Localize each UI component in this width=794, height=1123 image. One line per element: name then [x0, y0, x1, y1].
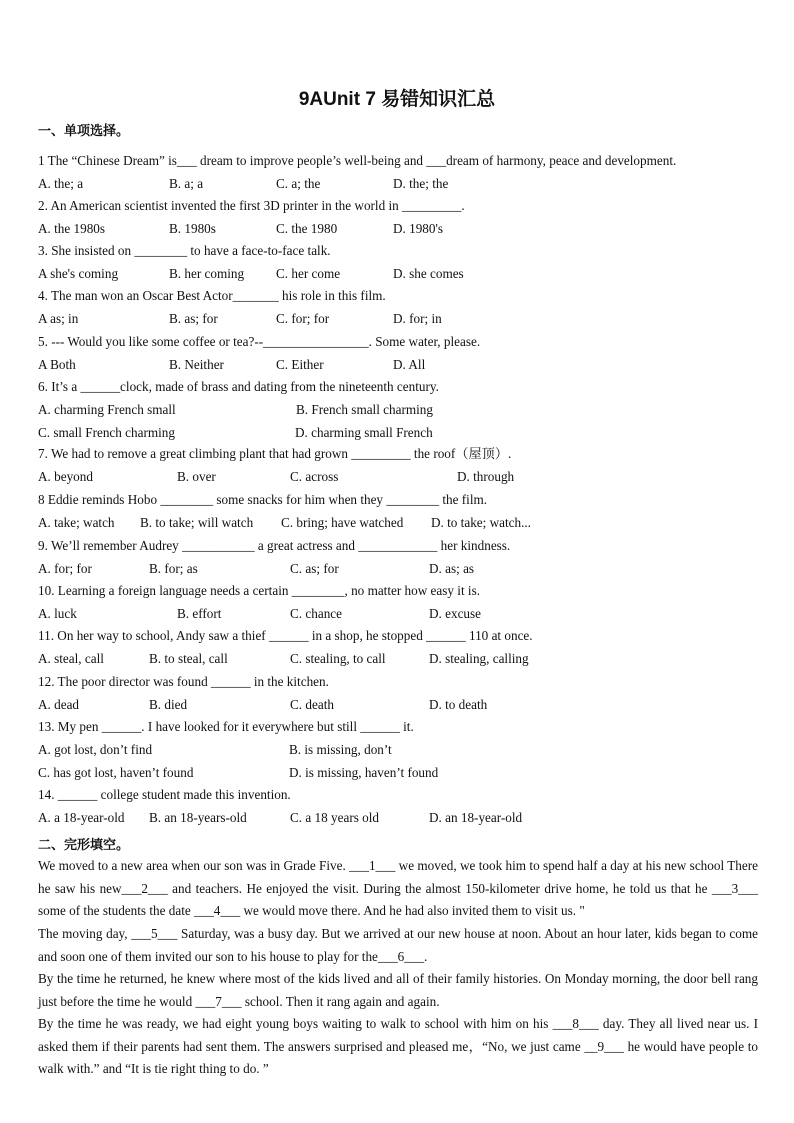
answer-option: D. to death: [429, 697, 488, 712]
option-row: [38, 697, 758, 713]
answer-option: B. as; for: [169, 311, 218, 326]
answer-option: B. French small charming: [296, 402, 433, 417]
question-stem: 2. An American scientist invented the first 3D printer in the world in _________.: [38, 198, 465, 213]
cloze-paragraph: We moved to a new area when our son was in Grade Five. ___1___ we moved, we took him to spend half a day at his new school There he saw his new___2___ and teachers. He enjoyed the visit. During the almost 150-kilometer drive home, he told us that he ___3___ some of the students the date ___4___ we would move there. And he had also invited them to visit us. ": [38, 858, 758, 919]
answer-option: D. an 18-year-old: [429, 810, 523, 825]
question-stem: 8 Eddie reminds Hobo ________ some snacks for him when they ________ the film.: [38, 492, 488, 507]
option-row: [38, 651, 758, 667]
answer-option: D. 1980's: [393, 221, 444, 236]
answer-option: A as; in: [38, 311, 79, 326]
answer-option: A Both: [38, 357, 76, 372]
answer-option: D. charming small French: [295, 425, 433, 440]
answer-option: A. dead: [38, 697, 80, 712]
answer-option: B. Neither: [169, 357, 224, 372]
answer-option: B. over: [177, 469, 216, 484]
cloze-paragraph: By the time he was ready, we had eight young boys waiting to walk to school with him on his ___8___ day. They all lived near us. I asked them if their parents had sent them. The answers surprised and pleased me，“No, we just came __9___ he would have people to walk with.” and “It is tie right thing to do. ”: [38, 1016, 758, 1077]
answer-option: A. the; a: [38, 176, 84, 191]
answer-option: B. to steal, call: [149, 651, 228, 666]
answer-option: B. her coming: [169, 266, 245, 281]
answer-option: B. effort: [177, 606, 222, 621]
option-row: [38, 469, 758, 485]
question-stem: 14. ______ college student made this invention.: [38, 787, 291, 802]
answer-option: D. she comes: [393, 266, 464, 281]
answer-option: C. stealing, to call: [290, 651, 386, 666]
question-stem: 11. On her way to school, Andy saw a thief ______ in a shop, he stopped ______ 110 at once.: [38, 628, 533, 643]
cloze-paragraph: By the time he returned, he knew where most of the kids lived and all of their family histories. On Monday morning, the door bell rang just before the time he would ___7___ school. Then it rang again and again.: [38, 971, 758, 1009]
answer-option: C. her come: [276, 266, 341, 281]
answer-option: C. a; the: [276, 176, 321, 191]
option-row: [38, 402, 758, 418]
answer-option: A. got lost, don’t find: [38, 742, 153, 757]
answer-option: D. excuse: [429, 606, 481, 621]
question-stem: 12. The poor director was found ______ in the kitchen.: [38, 674, 329, 689]
answer-option: B. an 18-years-old: [149, 810, 247, 825]
option-row: [38, 311, 758, 327]
question-stem: 3. She insisted on ________ to have a face-to-face talk.: [38, 243, 331, 258]
answer-option: D. All: [393, 357, 426, 372]
question-stem: 10. Learning a foreign language needs a certain ________, no matter how easy it is.: [38, 583, 481, 598]
question-stem: 7. We had to remove a great climbing plant that had grown _________ the roof（屋顶）.: [38, 446, 512, 461]
answer-option: A. a 18-year-old: [38, 810, 125, 825]
option-row: [38, 765, 758, 781]
option-row: [38, 561, 758, 577]
answer-option: D. as; as: [429, 561, 475, 576]
answer-option: C. as; for: [290, 561, 339, 576]
answer-option: B. 1980s: [169, 221, 216, 236]
question-stem: 13. My pen ______. I have looked for it everywhere but still ______ it.: [38, 719, 414, 734]
answer-option: C. death: [290, 697, 334, 712]
option-row: [38, 425, 758, 441]
section-heading-cloze: 二、完形填空。: [38, 837, 130, 852]
answer-option: C. the 1980: [276, 221, 338, 236]
answer-option: B. a; a: [169, 176, 204, 191]
option-row: [38, 266, 758, 282]
question-stem: 4. The man won an Oscar Best Actor_______ his role in this film.: [38, 288, 386, 303]
question-stem: 5. --- Would you like some coffee or tea?--________________. Some water, please.: [38, 334, 481, 349]
answer-option: A. luck: [38, 606, 77, 621]
answer-option: C. chance: [290, 606, 342, 621]
answer-option: C. small French charming: [38, 425, 175, 440]
answer-option: D. is missing, haven’t found: [289, 765, 439, 780]
page-title: 9AUnit 7 易错知识汇总: [298, 89, 496, 110]
option-row: [38, 606, 758, 622]
answer-option: D. through: [457, 469, 515, 484]
question-stem: 1 The “Chinese Dream” is___ dream to improve people’s well-being and ___dream of harmony, peace and development.: [38, 153, 677, 168]
answer-option: D. to take; watch...: [431, 515, 531, 530]
answer-option: B. to take; will watch: [140, 515, 254, 530]
answer-option: B. for; as: [149, 561, 198, 576]
answer-option: B. died: [149, 697, 188, 712]
answer-option: B. is missing, don’t: [289, 742, 392, 757]
answer-option: D. the; the: [393, 176, 449, 191]
cloze-paragraph: The moving day, ___5___ Saturday, was a busy day. But we arrived at our new house at noon. About an hour later, kids began to come and soon one of them invited our son to his house to play for the___6___.: [38, 926, 758, 964]
answer-option: C. across: [290, 469, 339, 484]
answer-option: C. has got lost, haven’t found: [38, 765, 194, 780]
option-row: [38, 176, 758, 192]
answer-option: A. steal, call: [38, 651, 104, 666]
section-heading-multiple-choice: 一、单项选择。: [38, 123, 130, 138]
answer-option: A. for; for: [38, 561, 92, 576]
option-row: [38, 221, 758, 237]
option-row: [38, 357, 758, 373]
answer-option: C. a 18 years old: [290, 810, 379, 825]
answer-option: A. take; watch: [38, 515, 115, 530]
question-stem: 6. It’s a ______clock, made of brass and dating from the nineteenth century.: [38, 379, 439, 394]
answer-option: D. for; in: [393, 311, 442, 326]
answer-option: C. Either: [276, 357, 324, 372]
option-row: [38, 742, 758, 758]
answer-option: A. charming French small: [38, 402, 176, 417]
answer-option: A she's coming: [38, 266, 119, 281]
answer-option: A. beyond: [38, 469, 93, 484]
answer-option: C. bring; have watched: [281, 515, 404, 530]
option-row: [38, 515, 758, 531]
answer-option: C. for; for: [276, 311, 330, 326]
answer-option: A. the 1980s: [38, 221, 106, 236]
question-stem: 9. We’ll remember Audrey ___________ a great actress and ____________ her kindness.: [38, 538, 511, 553]
answer-option: D. stealing, calling: [429, 651, 529, 666]
option-row: [38, 810, 758, 826]
